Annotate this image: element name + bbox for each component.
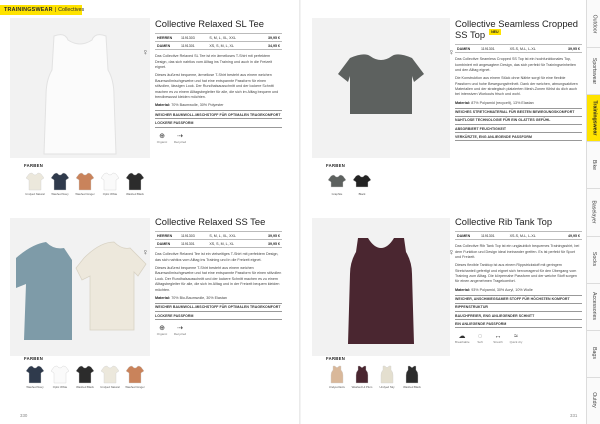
color-swatch[interactable] — [24, 364, 46, 389]
swatch-name: Undyed Natural — [25, 192, 45, 196]
swatch-garment-icon — [101, 364, 119, 384]
section-label: Collectives — [58, 7, 85, 13]
side-tab-label: Accessories — [591, 292, 597, 321]
swatch-name: Black — [358, 192, 366, 196]
swatch-garment-icon — [403, 364, 421, 384]
product-description: Dieses äußerst bequeme T-Shirt besteht aus einem weichen Baumwollmischgewebe und hat eine entspannte Passform für einen stilvollen Look. Der Rundhalsausschnitt und der lockere Schnitt machen es zu einem Alltagsbegleiter für alle, die sich im Alltag und in der Freizeit bequem kleiden möchten. — [155, 266, 282, 292]
organic-icon: ⊕ — [159, 132, 165, 140]
swatch-garment-icon — [26, 171, 44, 191]
side-tab-socks[interactable] — [587, 236, 600, 283]
tab-divider — [587, 188, 600, 189]
side-tab-label: Baselayer — [591, 200, 598, 224]
swatch-name: Undyed Ecru — [328, 385, 346, 389]
material-line — [155, 103, 282, 107]
side-tab-label: Socks — [591, 252, 598, 267]
feature-list — [155, 303, 282, 320]
care-icons — [155, 325, 282, 336]
swatch-garment-icon — [328, 364, 346, 384]
tab-divider — [587, 283, 600, 284]
feature-item: WEICHER, ANSCHMIEGSAMER STOFF FÜR HÖCHSTEN KOMFORT — [455, 295, 582, 303]
feature-item: ABSORBIERT FEUCHTIGKEIT — [455, 124, 582, 132]
product-block-relaxed-sl-tee — [155, 18, 282, 144]
material-line — [155, 296, 282, 300]
spec-table — [455, 231, 582, 240]
swatch-name: Optic White — [102, 192, 118, 196]
product-description: Die Konstruktion aus einem Stück ohne Nähte sorgt für eine flexible Passform und hohe Bewegungsfreiheit. Dank der weichen, atmungsaktiven Materialien und der strategisch platzierten Mesh-Zonen fühlst du dich auch bei intensiven Workouts frisch und wohl. — [455, 76, 578, 97]
tab-divider — [587, 47, 600, 48]
side-tab-outdry[interactable] — [587, 377, 600, 424]
feature-item: LOCKERE PASSFORM — [155, 311, 282, 320]
care-label: Recycled — [173, 139, 187, 144]
spec-table — [455, 44, 582, 53]
spec-gender: DAMEN — [155, 42, 179, 50]
spec-code: 1191301 — [179, 42, 207, 50]
product-intro: Das Collective Seamless Cropped SS Top ist ein hochfunktionales Top, kombiniert mit angesagtem Design, das sich perfekt für Trainingseinheiten und den Alltag eignet. — [455, 57, 576, 72]
side-tab-bike[interactable] — [587, 141, 600, 188]
side-tab-accessories[interactable] — [587, 283, 600, 330]
recycled-icon: ⇢ — [177, 325, 183, 333]
care-label: Organic — [156, 139, 168, 144]
spec-row — [155, 240, 282, 248]
new-badge: NEU — [491, 30, 499, 34]
material-value: 93% Polyamid, 30% Acryl, 10% Wolle — [471, 287, 533, 292]
swatch-garment-icon — [126, 171, 144, 191]
feature-item: NAHTLOSE TECHNOLOGIE FÜR EIN GLATTES GEFÜHL — [455, 116, 582, 124]
care-label: Soft — [477, 340, 483, 345]
product-intro: Das Collective Relaxed Tee ist ein vielseitiges T-Shirt mit perfektem Design, das sich nahtlos vom Alltag ins Training und in die Freizeit eignet. — [155, 252, 279, 262]
colors-heading: FARBEN — [326, 163, 346, 168]
material-label: Material: — [455, 287, 471, 292]
side-tab-label: Outdoor — [591, 14, 597, 33]
swatch-garment-icon — [328, 171, 346, 191]
product-block-seamless-cropped-top — [455, 18, 582, 141]
page-number-right: 331 — [570, 413, 578, 418]
material-value: 87% Polyamid (recycelt), 13% Elastan — [471, 100, 534, 105]
spec-row — [155, 34, 282, 42]
swatch-name: Washed Ginger — [75, 192, 95, 196]
female-symbol-icon: ♀ — [448, 47, 455, 57]
material-label: Material: — [455, 100, 471, 105]
feature-item: WEICHER BAUMWOLL-MISCHSTOFF FÜR OPTIMALEN TRAGEKOMFORT — [155, 303, 282, 311]
care-icons — [155, 133, 282, 144]
spec-code: 1191303 — [179, 34, 207, 42]
care-item — [455, 333, 469, 344]
female-symbol-icon: ♀ — [448, 247, 455, 257]
feature-item: EIN ANLIEGENDE PASSFORM — [455, 319, 582, 328]
spec-gender: DAMEN — [455, 232, 479, 240]
colors-heading: FARBEN — [326, 356, 346, 361]
care-item — [155, 133, 169, 144]
swatch-garment-icon — [76, 171, 94, 191]
side-tab-trainingswear[interactable] — [587, 94, 600, 141]
header-divider: | — [54, 7, 57, 13]
product-photo-rib-tank-top — [312, 218, 450, 356]
spec-row — [155, 232, 282, 240]
care-item — [491, 333, 505, 344]
color-swatch[interactable] — [326, 171, 348, 196]
swatch-name: Washed Navy — [26, 385, 44, 389]
color-swatch[interactable] — [74, 364, 96, 389]
swatch-name: Washed Hi Plum — [351, 385, 373, 389]
spec-gender: DAMEN — [455, 45, 479, 53]
product-block-relaxed-ss-tee — [155, 216, 282, 336]
spec-sizes: XS, S, M, L, XL — [207, 240, 256, 248]
side-tab-label: Sportswear — [591, 57, 597, 84]
swatch-garment-icon — [378, 364, 396, 384]
soft-icon: ◌ — [477, 333, 483, 341]
tab-divider — [587, 236, 600, 237]
swatch-name: Washed Navy — [51, 192, 69, 196]
swatch-name: Undyed Natural — [100, 385, 120, 389]
spec-code: 1191301 — [179, 240, 207, 248]
spec-code: 1191301 — [479, 232, 508, 240]
spec-row — [155, 42, 282, 50]
spec-sizes: S, M, L, XL, XXL — [207, 232, 256, 240]
color-swatch[interactable] — [99, 171, 121, 196]
tab-divider — [587, 330, 600, 331]
care-label: Quick dry — [509, 340, 523, 345]
swatch-name: Undyed Sky — [379, 385, 395, 389]
swatch-garment-icon — [101, 171, 119, 191]
care-item — [155, 325, 169, 336]
tab-divider — [587, 141, 600, 142]
recycled-icon: ⇢ — [177, 132, 183, 140]
color-swatch[interactable] — [124, 171, 146, 196]
swatch-garment-icon — [51, 364, 69, 384]
colors-heading: FARBEN — [24, 356, 44, 361]
feature-item: BAUCHFREIER, ENG ANLIEGENDER SCHNITT — [455, 311, 582, 319]
color-swatch[interactable] — [351, 364, 373, 389]
colors-heading: FARBEN — [24, 163, 44, 168]
spec-gender: DAMEN — [155, 240, 179, 248]
spec-sizes: S, M, L, XL, XXL — [207, 34, 256, 42]
spec-table — [155, 231, 282, 248]
feature-item: VERKÜRZTE, ENG ANLIEGENDE PASSFORM — [455, 132, 582, 141]
organic-icon: ⊕ — [159, 325, 165, 333]
feature-list — [155, 110, 282, 127]
color-swatch[interactable] — [401, 364, 423, 389]
care-label: Breathable — [455, 340, 470, 345]
breathable-icon: ☁ — [458, 333, 466, 341]
spec-sizes: XS-S, M-L, L-XL — [508, 232, 557, 240]
feature-item: LOCKERE PASSFORM — [155, 118, 282, 127]
spec-row — [455, 45, 582, 53]
product-block-rib-tank-top — [455, 216, 582, 344]
care-item — [473, 333, 487, 344]
spec-price: 39,95 € — [256, 34, 282, 42]
care-label: Recycled — [173, 332, 187, 337]
swatch-name: Graphite — [331, 192, 343, 196]
spec-price: 49,95 € — [556, 232, 582, 240]
section-header — [0, 5, 85, 15]
feature-list — [455, 295, 582, 329]
quick-dry-icon: ≈ — [514, 333, 518, 341]
stretch-icon: ↔ — [494, 333, 502, 341]
side-tab-label: Bags — [590, 347, 597, 360]
care-icons — [455, 333, 582, 344]
swatch-name: Washed Black — [76, 385, 94, 389]
side-tab-label: Trainingswear — [591, 100, 598, 136]
side-tab-label: Bike — [591, 159, 597, 170]
product-intro: Das Collective Relaxed SL Tee ist ein ärmelloses T-Shirt mit perfektem Design, das sich nahtlos vom Alltag ins Training und auch in die Freizeit eignet. — [155, 54, 273, 70]
product-photo-seamless-cropped-top — [312, 18, 450, 158]
page-gutter — [299, 0, 301, 424]
product-photo-relaxed-sl-tee — [10, 18, 150, 158]
care-label: Organic — [156, 332, 168, 337]
category-label: TRAININGSWEAR — [4, 7, 53, 13]
care-label: Stretch — [493, 340, 503, 345]
product-title: Collective Relaxed SS Tee — [155, 216, 266, 227]
tab-divider — [587, 377, 600, 378]
swatch-garment-icon — [353, 171, 371, 191]
spec-price: 39,95 € — [556, 45, 582, 53]
feature-item: WEICHER BAUMWOLL-MISCHSTOFF FÜR OPTIMALEN TRAGEKOMFORT — [155, 110, 282, 118]
swatch-name: Washed Black — [403, 385, 421, 389]
swatch-garment-icon — [51, 171, 69, 191]
feature-item: RIPPENSTRUKTUR — [455, 303, 582, 311]
spec-sizes: XS-S, M-L, L-XL — [508, 45, 557, 53]
material-line — [455, 288, 582, 292]
product-description: Dieses äußerst bequeme, ärmellose T-Shirt besteht aus einem weichen Baumwollmischgewebe und hat eine entspannte Passform für einen stilvollen, lässigen Look. Der Rundhalsausschnitt und der lockere Schnitt machen es zu einem Alltagsbegleiter für alle, die sich im Alltag bequem und trendbewusst kleiden möchten. — [155, 73, 279, 99]
swatch-name: Washed Black — [126, 192, 144, 196]
swatch-garment-icon — [76, 364, 94, 384]
product-photo-relaxed-ss-tee — [10, 218, 150, 356]
side-tab-baselayer[interactable] — [587, 188, 600, 235]
side-tab-sportswear[interactable] — [587, 47, 600, 94]
material-label: Material: — [155, 103, 171, 108]
care-item — [173, 133, 187, 144]
product-title-text: Collective Seamless Cropped SS Top — [455, 18, 578, 40]
page-number-left: 330 — [20, 413, 28, 418]
color-swatch[interactable] — [49, 171, 71, 196]
material-line — [455, 101, 582, 105]
color-swatch[interactable] — [74, 171, 96, 196]
spec-code: 1191303 — [179, 232, 207, 240]
feature-list — [455, 108, 582, 142]
swatch-name: Optic White — [52, 385, 68, 389]
swatch-garment-icon — [26, 364, 44, 384]
material-value: 70% Baumwolle, 30% Polyester — [171, 103, 224, 108]
swatch-garment-icon — [353, 364, 371, 384]
spec-price: 39,95 € — [256, 232, 282, 240]
spec-table — [155, 33, 282, 50]
female-symbol-icon: ♀ — [142, 47, 149, 57]
material-value: 70% Bio-Baumwolle, 30% Elastan — [171, 295, 227, 300]
product-intro: Das Collective Rib Tank Top ist ein unglaublich bequemes Trainingsshirt, bei dem Funktion und Design ideal ineinander greifen. Es ist perfekt für Sport und Freizeit. — [455, 244, 580, 259]
swatch-garment-icon — [126, 364, 144, 384]
spec-sizes: XS, S, M, L, XL — [207, 42, 256, 50]
spec-gender: HERREN — [155, 232, 179, 240]
tab-divider — [587, 94, 600, 95]
care-item — [509, 333, 523, 344]
spec-row — [455, 232, 582, 240]
female-symbol-icon: ♀ — [142, 247, 149, 257]
care-item — [173, 325, 187, 336]
material-label: Material: — [155, 295, 171, 300]
color-swatch[interactable] — [124, 364, 146, 389]
spec-price: 39,95 € — [256, 240, 282, 248]
color-swatch[interactable] — [99, 364, 121, 389]
product-title: Collective Relaxed SL Tee — [155, 18, 264, 29]
swatch-name: Washed Ginger — [125, 385, 145, 389]
product-title — [455, 18, 582, 40]
feature-item: WEICHES STRETCHMATERIAL FÜR BESTEN BEWEGUNGSKOMFORT — [455, 108, 582, 116]
product-title: Collective Rib Tank Top — [455, 216, 553, 227]
side-tab-label: Outdry — [591, 392, 598, 409]
side-tab-outdoor[interactable] — [587, 0, 600, 47]
color-swatch[interactable] — [351, 171, 373, 196]
color-swatch[interactable] — [376, 364, 398, 389]
color-swatch[interactable] — [24, 171, 46, 196]
spec-price: 34,95 € — [256, 42, 282, 50]
side-tab-bags[interactable] — [587, 330, 600, 377]
product-description: Dieses flexible Tanktop ist aus einem Rippstrickstoff mit geringem Stretchanteil gefertigt und eignet sich hervorragend für den Übergang vom Training zum Alltag. Die körpernahe Passform und der weiche Stoff sorgen für einen angenehmen Tragekomfort. — [455, 263, 577, 284]
spec-gender: HERREN — [155, 34, 179, 42]
spec-code: 1191301 — [479, 45, 508, 53]
color-swatch[interactable] — [49, 364, 71, 389]
color-swatch[interactable] — [326, 364, 348, 389]
side-tab-strip — [586, 0, 600, 424]
